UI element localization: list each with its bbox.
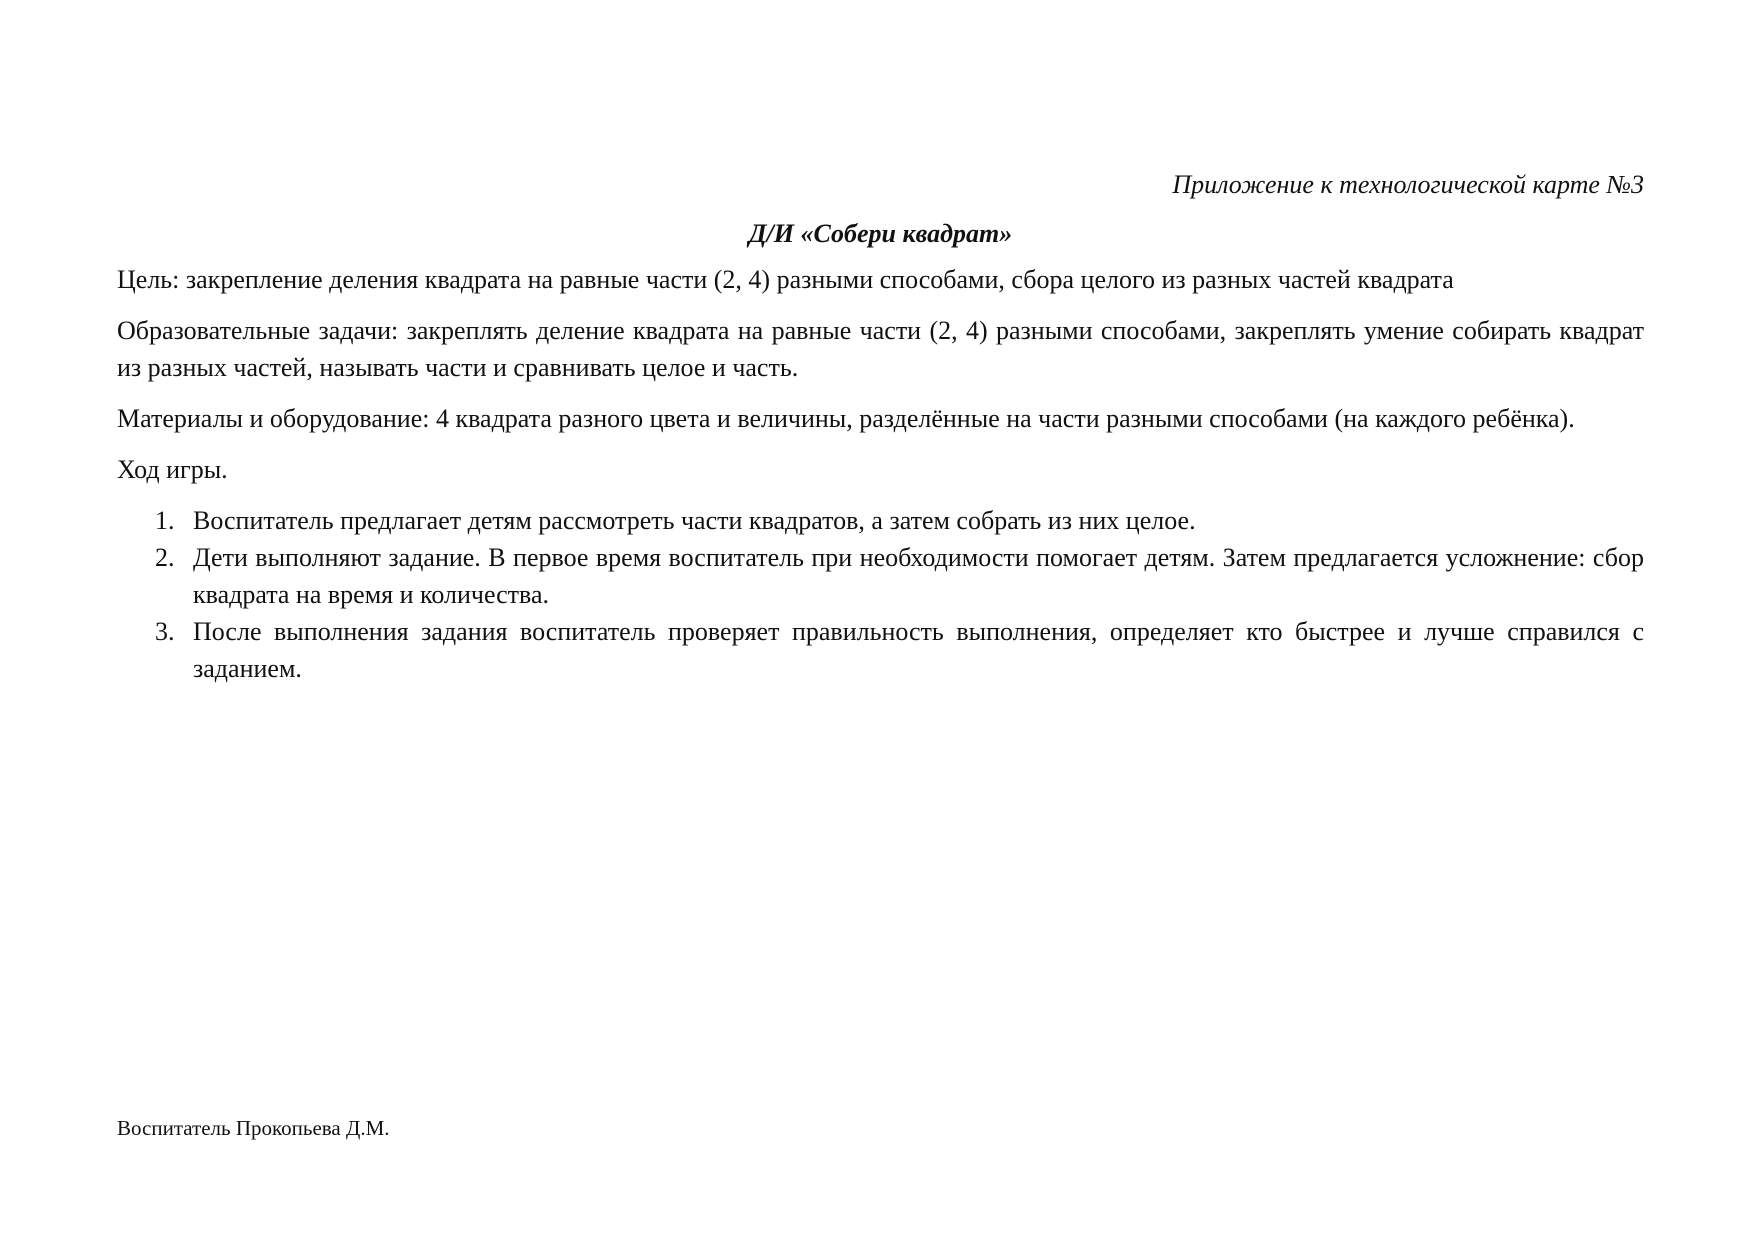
list-item [117,613,1644,687]
step-text: Воспитатель предлагает детям рассмотреть части квадратов, а затем собрать из них целое. [193,506,1196,535]
step-number: 3. [155,617,175,646]
steps-list [117,502,1644,687]
author-signature: Воспитатель Прокопьева Д.М. [117,1116,390,1140]
materials-paragraph: Материалы и оборудование: 4 квадрата разного цвета и величины, разделённые на части разными способами (на каждого ребёнка). [117,404,1575,433]
step-number: 2. [155,543,175,572]
appendix-label: Приложение к технологической карте №3 [1172,170,1644,199]
step-text: Дети выполняют задание. В первое время воспитатель при необходимости помогает детям. Затем предлагается усложнение: сбор квадрата на время и количества. [193,543,1644,609]
list-item [117,539,1644,613]
procedure-heading: Ход игры. [117,455,228,484]
step-text: После выполнения задания воспитатель проверяет правильность выполнения, определяет кто быстрее и лучше справился с заданием. [193,617,1644,683]
goal-paragraph: Цель: закрепление деления квадрата на равные части (2, 4) разными способами, сбора целого из разных частей квадрата [117,265,1454,294]
document-body [117,166,1644,687]
list-item [117,502,1644,539]
tasks-paragraph: Образовательные задачи: закреплять деление квадрата на равные части (2, 4) разными способами, закреплять умение собирать квадрат из разных частей, называть части и сравнивать целое и часть. [117,316,1644,382]
step-number: 1. [155,506,175,535]
game-title: Д/И «Собери квадрат» [748,219,1013,248]
